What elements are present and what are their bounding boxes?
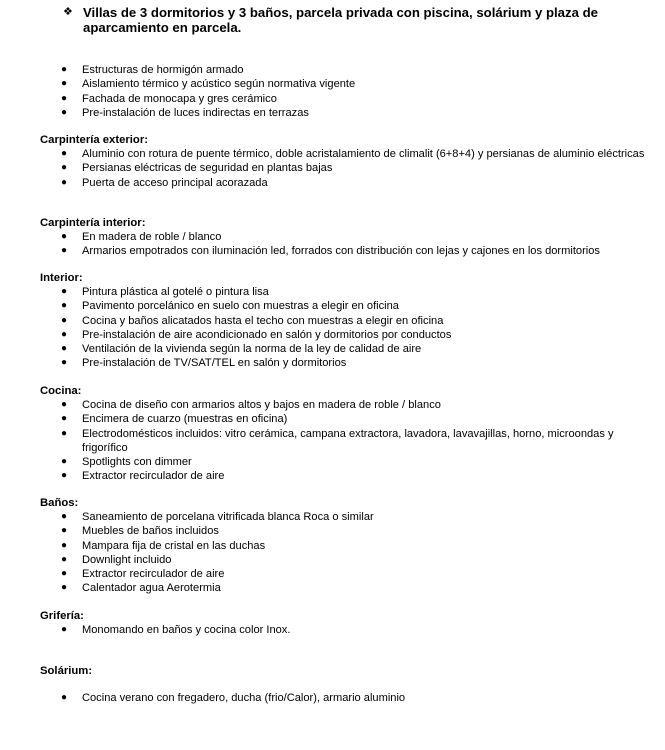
bullet-icon: ● — [61, 231, 68, 242]
list-item: ● Aluminio con rotura de puente térmico, doble acristalamiento de climalit (6+8+4) y persianas de aluminio eléctricas — [61, 148, 645, 160]
cocina-list — [0, 398, 665, 484]
list-item: ● Pre-instalación de aire acondicionado en salón y dormitorios por conductos — [61, 328, 452, 341]
bullet-icon: ● — [61, 106, 68, 118]
list-item: ● Puerta de acceso principal acorazada — [61, 176, 268, 189]
list-item: ● En madera de roble / blanco — [61, 231, 222, 243]
list-item: ● Armarios empotrados con iluminación led, forrados con distribución con lejas y cajones en los dormitorios — [61, 245, 600, 258]
list-item: ● Monomando en baños y cocina color Inox. — [61, 624, 291, 636]
bullet-icon: ● — [61, 413, 68, 425]
bullet-icon: ● — [61, 176, 68, 188]
list-item: ● Electrodomésticos incluidos: vitro cerámica, campana extractora, lavadora, lavavajillas, horno, microondas y frigorífico — [61, 427, 614, 454]
bullet-icon: ● — [61, 427, 68, 439]
list-item: ● Fachada de monocapa y gres cerámico — [61, 92, 277, 105]
list-item: ● Persianas eléctricas de seguridad en plantas bajas — [61, 162, 333, 175]
list-item: ● Cocina y baños alicatados hasta el techo con muestras a elegir en oficina — [61, 314, 444, 327]
list-item: ● Pre-instalación de TV/SAT/TEL en salón y dormitorios — [61, 357, 347, 370]
bullet-icon: ● — [61, 399, 68, 410]
list-item: ● Aislamiento térmico y acústico según normativa vigente — [61, 78, 356, 91]
bullet-icon: ● — [61, 286, 68, 297]
section-title-carpinteria-exterior: Carpintería exterior: — [40, 134, 148, 146]
list-item: ● Muebles de baños incluidos — [61, 525, 219, 538]
section-title-cocina: Cocina: — [40, 385, 82, 397]
griferia-list — [0, 623, 665, 637]
bullet-icon: ● — [61, 568, 68, 580]
section-title-banos: Baños: — [40, 497, 79, 509]
bullet-icon: ● — [61, 470, 68, 482]
bullet-icon: ● — [61, 553, 68, 565]
list-item: ● Saneamiento de porcelana vitrificada blanca Roca o similar — [61, 511, 374, 523]
section-title-interior: Interior: — [40, 272, 83, 284]
list-item: ● Extractor recirculador de aire — [61, 568, 225, 581]
list-item: ● Mampara fija de cristal en las duchas — [61, 539, 266, 552]
list-item: ● Pintura plástica al gotelé o pintura lisa — [61, 286, 269, 298]
carpinteria-interior-list — [0, 230, 665, 259]
list-item: ● Calentador agua Aerotermia — [61, 582, 221, 595]
bullet-icon: ● — [61, 162, 68, 174]
section-title-solarium: Solárium: — [40, 665, 93, 677]
list-item: ● Pavimento porcelánico en suelo con muestras a elegir en oficina — [61, 300, 399, 313]
section-title-carpinteria-interior: Carpintería interior: — [40, 217, 146, 229]
title-text: Villas de 3 dormitorios y 3 baños, parcela privada con piscina, solárium y plaza de aparcamiento en parcela. — [83, 5, 598, 35]
bullet-icon: ● — [61, 328, 68, 340]
bullet-icon: ● — [61, 692, 68, 703]
banos-list — [0, 510, 665, 596]
list-item: ● Ventilación de la vivienda según la norma de la ley de calidad de aire — [61, 343, 422, 356]
section-title-griferia: Grifería: — [40, 610, 84, 622]
list-item: ● Estructuras de hormigón armado — [61, 64, 244, 76]
bullet-icon: ● — [61, 511, 68, 522]
list-item: ● Extractor recirculador de aire — [61, 470, 225, 483]
bullet-icon: ● — [61, 456, 68, 468]
bullet-icon: ● — [61, 624, 68, 635]
interior-list — [0, 285, 665, 371]
bullet-icon: ● — [61, 357, 68, 369]
list-item: ● Downlight incluido — [61, 553, 172, 566]
diamond-bullet-icon: ❖ — [63, 6, 73, 18]
bullet-icon: ● — [61, 525, 68, 537]
solarium-list — [0, 691, 665, 705]
bullet-icon: ● — [61, 64, 68, 75]
carpinteria-exterior-list — [0, 147, 665, 190]
list-item: ● Pre-instalación de luces indirectas en terrazas — [61, 106, 309, 119]
bullet-icon: ● — [61, 582, 68, 594]
bullet-icon: ● — [61, 78, 68, 90]
estructura-list — [0, 63, 665, 120]
bullet-icon: ● — [61, 343, 68, 355]
bullet-icon: ● — [61, 92, 68, 104]
list-item: ● Cocina verano con fregadero, ducha (frio/Calor), armario aluminio — [61, 692, 406, 704]
list-item: ● Cocina de diseño con armarios altos y bajos en madera de roble / blanco — [61, 399, 441, 411]
bullet-icon: ● — [61, 300, 68, 312]
bullet-icon: ● — [61, 314, 68, 326]
bullet-icon: ● — [61, 148, 68, 159]
bullet-icon: ● — [61, 539, 68, 551]
list-item: ● Spotlights con dimmer — [61, 456, 192, 469]
document-title — [63, 5, 643, 35]
bullet-icon: ● — [61, 245, 68, 257]
list-item: ● Encimera de cuarzo (muestras en oficina) — [61, 413, 288, 426]
